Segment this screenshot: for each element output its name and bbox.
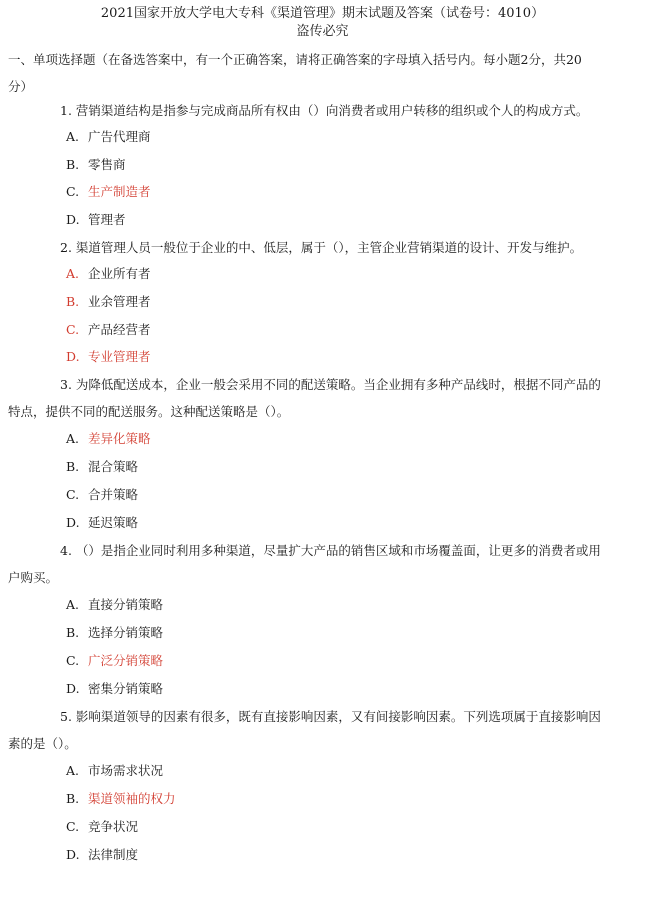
question-1-option-a: [66, 128, 151, 146]
question-4-stem: 4. （）是指企业同时利用多种渠道，尽量扩大产品的销售区域和市场覆盖面，让更多的消费者或用户购买。: [8, 543, 601, 585]
option-text: 产品经营者: [88, 322, 151, 337]
question-4-option-d: [66, 680, 163, 698]
option-letter: C.: [66, 819, 80, 834]
option-text: 零售商: [88, 157, 126, 172]
question-2-option-a: [66, 265, 151, 283]
option-letter: B.: [66, 459, 80, 474]
question-1-option-c: [66, 183, 151, 201]
option-letter: D.: [66, 212, 80, 227]
option-text: 市场需求状况: [88, 763, 164, 778]
option-letter: D.: [66, 847, 80, 862]
exam-subtitle: 盗传必究: [296, 24, 349, 39]
option-letter: A.: [66, 431, 80, 446]
question-2-stem: 2. 渠道管理人员一般位于企业的中、低层，属于（），主管企业营销渠道的设计、开发与维护。: [60, 240, 583, 255]
question-4-option-c: [66, 652, 163, 670]
option-text-answer: 专业管理者: [88, 349, 151, 364]
option-letter: B.: [66, 294, 80, 309]
option-text: 直接分销策略: [88, 597, 164, 612]
option-letter: A.: [66, 597, 80, 612]
option-text: 业余管理者: [88, 294, 151, 309]
question-5-option-b: [66, 790, 176, 808]
question-3-option-b: [66, 458, 138, 476]
option-text: 广告代理商: [88, 129, 151, 144]
question-2-option-c: [66, 321, 151, 339]
question-5-option-c: [66, 818, 138, 836]
option-text-answer: 生产制造者: [88, 184, 151, 199]
question-5-option-a: [66, 762, 163, 780]
question-1-option-d: [66, 211, 126, 229]
question-3-option-d: [66, 514, 138, 532]
option-letter: A.: [66, 266, 80, 281]
option-text: 混合策略: [88, 459, 139, 474]
option-letter: B.: [66, 791, 80, 806]
option-letter: B.: [66, 625, 80, 640]
question-1-stem: 1. 营销渠道结构是指参与完成商品所有权由（）向消费者或用户转移的组织或个人的构成方式。: [60, 103, 589, 118]
option-letter: C.: [66, 653, 80, 668]
question-5-option-d: [66, 846, 138, 864]
option-letter: A.: [66, 763, 80, 778]
option-letter: C.: [66, 487, 80, 502]
option-text-answer: 广泛分销策略: [88, 653, 164, 668]
option-letter: B.: [66, 157, 80, 172]
question-2-option-b: [66, 293, 151, 311]
option-letter: C.: [66, 322, 80, 337]
option-letter: A.: [66, 129, 80, 144]
question-3-option-a: [66, 430, 151, 448]
option-text: 企业所有者: [88, 266, 151, 281]
option-text: 选择分销策略: [88, 625, 164, 640]
option-text: 竞争状况: [88, 819, 139, 834]
option-text-answer: 差异化策略: [88, 431, 151, 446]
option-text: 法律制度: [88, 847, 139, 862]
option-text: 合并策略: [88, 487, 139, 502]
question-4-option-a: [66, 596, 163, 614]
question-5-stem: 5. 影响渠道领导的因素有很多，既有直接影响因素，又有间接影响因素。下列选项属于直接影响因素的是（）。: [8, 709, 601, 751]
option-letter: D.: [66, 681, 80, 696]
option-text: 管理者: [88, 212, 126, 227]
question-3-stem: 3. 为降低配送成本，企业一般会采用不同的配送策略。当企业拥有多种产品线时，根据不同产品的特点，提供不同的配送服务。这种配送策略是（）。: [8, 377, 601, 419]
option-text: 延迟策略: [88, 515, 139, 530]
exam-title: 2021国家开放大学电大专科《渠道管理》期末试题及答案（试卷号：4010）: [100, 6, 545, 21]
question-1-option-b: [66, 156, 126, 174]
option-text: 密集分销策略: [88, 681, 164, 696]
section-heading: 一、单项选择题（在备选答案中，有一个正确答案，请将正确答案的字母填入括号内。每小题2分，共20分）: [8, 52, 582, 94]
question-4-option-b: [66, 624, 163, 642]
option-text-answer: 渠道领袖的权力: [88, 791, 176, 806]
option-letter: C.: [66, 184, 80, 199]
question-2-option-d: [66, 348, 151, 366]
question-3-option-c: [66, 486, 138, 504]
option-letter: D.: [66, 515, 80, 530]
option-letter: D.: [66, 349, 80, 364]
